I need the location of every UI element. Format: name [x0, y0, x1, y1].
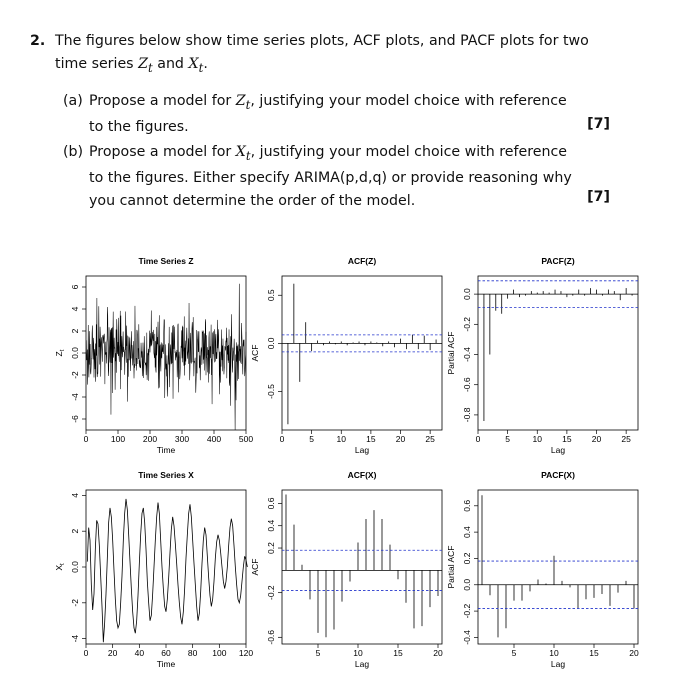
chart-2-xtick-label: 25 — [425, 434, 435, 444]
chart-1-xtick-label: 100 — [110, 434, 126, 444]
chart-3-xtick-label: 5 — [505, 434, 510, 444]
chart-6-ytick-label: -0.4 — [462, 630, 472, 645]
chart-4-xlabel: Time — [156, 659, 176, 669]
chart-4-ytick-label: -2 — [70, 599, 80, 607]
chart-3-title: PACF(Z) — [541, 256, 575, 266]
chart-4-ylabel-sub: t — [60, 563, 66, 565]
chart-5-ytick-label: -0.6 — [266, 629, 276, 645]
chart-2-panel — [250, 256, 442, 455]
chart-5-ytick-label: -0.2 — [266, 585, 276, 600]
chart-5-ylabel: ACF — [250, 558, 260, 576]
chart-1-ylabel-sub: t — [60, 349, 66, 352]
chart-2-ytick-label: -0.5 — [266, 384, 276, 399]
chart-3-ytick-label: 0.0 — [462, 288, 472, 301]
chart-3-ytick-label: -0.6 — [462, 377, 472, 393]
chart-5-frame — [282, 490, 442, 644]
chart-3-ytick-label: -0.4 — [462, 347, 472, 362]
chart-1-ytick-label: 0.0 — [70, 347, 80, 359]
chart-1-ytick-label: 4 — [70, 306, 80, 312]
chart-1-ytick-label: 2 — [70, 328, 80, 334]
chart-6-xtick-label: 15 — [589, 648, 599, 658]
chart-5-ytick-label: 0.4 — [266, 519, 276, 532]
chart-3-xtick-label: 25 — [621, 434, 631, 444]
part-a-marks: [7] — [587, 115, 610, 132]
chart-2-xlabel: Lag — [354, 445, 370, 455]
chart-1-xlabel: Time — [156, 445, 176, 455]
chart-2-title: ACF(Z) — [347, 256, 377, 266]
chart-6-ytick-label: 0.6 — [462, 499, 472, 512]
chart-1-title: Time Series Z — [138, 256, 194, 266]
chart-3-xtick-label: 20 — [591, 434, 602, 444]
chart-4-xtick-label: 60 — [161, 648, 171, 658]
chart-6-ytick-label: -0.2 — [462, 603, 472, 619]
chart-6-ytick-label: 0.2 — [462, 552, 472, 565]
chart-1-xtick-label: 200 — [142, 434, 158, 444]
chart-4-panel — [54, 470, 253, 669]
part-b-text: Propose a model for $X_t$, justifying your model choice with reference to the figures. Either specify ARIMA(p,d,q) or provide reasoning why you cannot determine the order of the model. — [89, 144, 572, 209]
chart-3-xlabel: Lag — [550, 445, 566, 455]
chart-4-xtick-label: 120 — [238, 648, 254, 658]
chart-1-series-line — [86, 284, 246, 430]
chart-2-xtick-label: 0 — [279, 434, 285, 444]
part-a-text: Propose a model for $Z_t$, justifying your model choice with reference to the figures. — [89, 93, 567, 136]
chart-6-title: PACF(X) — [541, 470, 575, 480]
chart-4-xtick-label: 100 — [212, 648, 227, 658]
chart-3-ylabel: Partial ACF — [446, 331, 456, 375]
chart-2-ytick-label: 0.0 — [266, 337, 276, 350]
chart-4-title: Time Series X — [138, 470, 194, 480]
chart-6-ytick-label: 0.0 — [462, 578, 472, 591]
chart-1-xtick-label: 400 — [206, 434, 222, 444]
chart-4-ytick-label: -4 — [70, 634, 80, 643]
chart-2-ylabel: ACF — [250, 344, 260, 362]
chart-5-xtick-label: 5 — [315, 648, 321, 658]
chart-6-xtick-label: 5 — [511, 648, 517, 658]
chart-3-xtick-label: 10 — [532, 434, 542, 444]
chart-6-ylabel: Partial ACF — [446, 545, 456, 589]
chart-6-frame — [478, 490, 638, 644]
part-b-label: (b) — [63, 144, 84, 160]
chart-2-xtick-label: 5 — [309, 434, 314, 444]
chart-4-xtick-label: 20 — [107, 648, 118, 658]
chart-1-ytick-label: -4 — [70, 393, 80, 401]
chart-4-ylabel: $X_t$ — [54, 563, 66, 571]
part-a-label: (a) — [63, 93, 83, 109]
chart-6-ytick-label: 0.4 — [462, 526, 472, 539]
chart-1-panel — [54, 256, 253, 455]
chart-3-panel — [446, 256, 638, 455]
chart-1-xtick-label: 0 — [83, 434, 89, 444]
chart-3-ytick-label: -0.8 — [462, 407, 472, 423]
chart-1-ytick-label: -2 — [70, 371, 80, 379]
chart-6-panel — [446, 470, 639, 669]
chart-4-xtick-label: 80 — [187, 648, 198, 658]
chart-6-xtick-label: 20 — [629, 648, 639, 658]
chart-5-title: ACF(X) — [347, 470, 377, 480]
chart-4-ytick-label: 2 — [70, 528, 80, 534]
chart-4-xtick-label: 40 — [134, 648, 145, 658]
chart-5-ytick-label: 0.6 — [266, 497, 276, 510]
chart-1-xtick-label: 300 — [174, 434, 190, 444]
chart-5-panel — [250, 470, 443, 669]
chart-2-xtick-label: 20 — [395, 434, 406, 444]
chart-4-series-line — [87, 499, 247, 642]
chart-5-xtick-label: 10 — [353, 648, 363, 658]
chart-2-frame — [282, 276, 442, 430]
chart-1-ytick-label: 6 — [70, 284, 80, 290]
chart-5-xtick-label: 15 — [393, 648, 403, 658]
question-intro: The figures below show time series plots, ACF plots, and PACF plots for two time series $Z_t$ and $X_t$. — [55, 33, 589, 75]
chart-4-ytick-label: 4 — [70, 493, 80, 498]
chart-1-xtick-label: 500 — [238, 434, 254, 444]
chart-1-ytick-label: -6 — [70, 415, 80, 423]
chart-2-xtick-label: 15 — [366, 434, 376, 444]
chart-3-xtick-label: 15 — [562, 434, 572, 444]
chart-1-ylabel: $Z_t$ — [54, 349, 66, 357]
chart-6-xtick-label: 10 — [549, 648, 559, 658]
part-b-marks: [7] — [587, 189, 610, 205]
chart-5-ytick-label: 0.2 — [266, 542, 276, 554]
chart-4-xtick-label: 0 — [83, 648, 89, 658]
chart-5-xtick-label: 20 — [433, 648, 443, 658]
chart-2-xtick-label: 10 — [336, 434, 346, 444]
chart-5-xlabel: Lag — [354, 659, 370, 669]
chart-6-xlabel: Lag — [550, 659, 566, 669]
question-number: 2. — [30, 33, 46, 49]
chart-3-ytick-label: -0.2 — [462, 316, 472, 332]
chart-3-xtick-label: 0 — [475, 434, 481, 444]
chart-2-ytick-label: 0.5 — [266, 289, 276, 302]
chart-4-ytick-label: 0.0 — [70, 561, 80, 573]
